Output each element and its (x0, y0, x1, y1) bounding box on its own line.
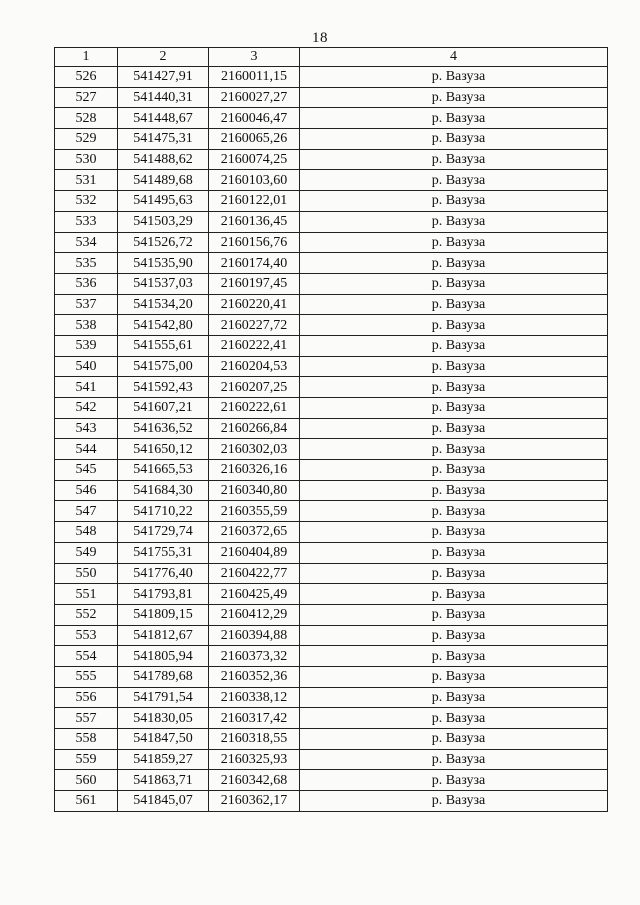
coordinate-y-cell: 2160204,53 (209, 356, 300, 377)
description-cell: р. Вазуза (300, 460, 608, 481)
description-cell: р. Вазуза (300, 563, 608, 584)
point-number-cell: 536 (55, 273, 118, 294)
description-cell: р. Вазуза (300, 604, 608, 625)
description-cell: р. Вазуза (300, 294, 608, 315)
coordinate-x-cell: 541845,07 (118, 791, 209, 812)
point-number-cell: 535 (55, 253, 118, 274)
coordinate-y-cell: 2160355,59 (209, 501, 300, 522)
header-row (55, 48, 608, 67)
coordinate-y-cell: 2160074,25 (209, 149, 300, 170)
table-row (55, 522, 608, 543)
point-number-cell: 560 (55, 770, 118, 791)
table-row (55, 253, 608, 274)
coordinate-y-cell: 2160394,88 (209, 625, 300, 646)
coordinate-x-cell: 541555,61 (118, 335, 209, 356)
description-cell: р. Вазуза (300, 418, 608, 439)
table-row (55, 604, 608, 625)
point-number-cell: 526 (55, 67, 118, 88)
coordinate-x-cell: 541537,03 (118, 273, 209, 294)
point-number-cell: 530 (55, 149, 118, 170)
coordinate-y-cell: 2160122,01 (209, 191, 300, 212)
table-row (55, 356, 608, 377)
coordinate-y-cell: 2160266,84 (209, 418, 300, 439)
point-number-cell: 548 (55, 522, 118, 543)
point-number-cell: 528 (55, 108, 118, 129)
coordinate-y-cell: 2160425,49 (209, 584, 300, 605)
point-number-cell: 531 (55, 170, 118, 191)
point-number-cell: 561 (55, 791, 118, 812)
coordinate-x-cell: 541650,12 (118, 439, 209, 460)
description-cell: р. Вазуза (300, 67, 608, 88)
table-row (55, 398, 608, 419)
description-cell: р. Вазуза (300, 625, 608, 646)
header-col-1: 1 (55, 48, 118, 67)
point-number-cell: 551 (55, 584, 118, 605)
description-cell: р. Вазуза (300, 108, 608, 129)
coordinate-y-cell: 2160136,45 (209, 211, 300, 232)
point-number-cell: 527 (55, 87, 118, 108)
point-number-cell: 555 (55, 666, 118, 687)
description-cell: р. Вазуза (300, 335, 608, 356)
point-number-cell: 543 (55, 418, 118, 439)
coordinate-y-cell: 2160227,72 (209, 315, 300, 336)
table-row (55, 770, 608, 791)
coordinate-x-cell: 541495,63 (118, 191, 209, 212)
point-number-cell: 532 (55, 191, 118, 212)
point-number-cell: 545 (55, 460, 118, 481)
coordinate-y-cell: 2160318,55 (209, 729, 300, 750)
coordinate-x-cell: 541847,50 (118, 729, 209, 750)
point-number-cell: 559 (55, 749, 118, 770)
coordinate-y-cell: 2160046,47 (209, 108, 300, 129)
table-row (55, 418, 608, 439)
coordinate-y-cell: 2160422,77 (209, 563, 300, 584)
description-cell: р. Вазуза (300, 646, 608, 667)
coordinate-y-cell: 2160404,89 (209, 542, 300, 563)
coordinate-y-cell: 2160373,32 (209, 646, 300, 667)
table-row (55, 791, 608, 812)
description-cell: р. Вазуза (300, 170, 608, 191)
description-cell: р. Вазуза (300, 708, 608, 729)
description-cell: р. Вазуза (300, 584, 608, 605)
coordinate-x-cell: 541793,81 (118, 584, 209, 605)
coordinate-x-cell: 541789,68 (118, 666, 209, 687)
coordinate-y-cell: 2160011,15 (209, 67, 300, 88)
table-body (55, 67, 608, 812)
coordinate-x-cell: 541489,68 (118, 170, 209, 191)
point-number-cell: 550 (55, 563, 118, 584)
description-cell: р. Вазуза (300, 149, 608, 170)
description-cell: р. Вазуза (300, 273, 608, 294)
table-row (55, 108, 608, 129)
coordinate-x-cell: 541776,40 (118, 563, 209, 584)
coordinate-x-cell: 541592,43 (118, 377, 209, 398)
coordinate-x-cell: 541809,15 (118, 604, 209, 625)
coordinate-x-cell: 541710,22 (118, 501, 209, 522)
description-cell: р. Вазуза (300, 253, 608, 274)
point-number-cell: 556 (55, 687, 118, 708)
header-col-4: 4 (300, 48, 608, 67)
point-number-cell: 540 (55, 356, 118, 377)
table-row (55, 232, 608, 253)
coordinate-x-cell: 541684,30 (118, 480, 209, 501)
table-row (55, 294, 608, 315)
description-cell: р. Вазуза (300, 315, 608, 336)
table-row (55, 542, 608, 563)
description-cell: р. Вазуза (300, 501, 608, 522)
coordinate-x-cell: 541607,21 (118, 398, 209, 419)
table-row (55, 439, 608, 460)
point-number-cell: 539 (55, 335, 118, 356)
coordinate-y-cell: 2160222,61 (209, 398, 300, 419)
description-cell: р. Вазуза (300, 377, 608, 398)
coordinate-x-cell: 541812,67 (118, 625, 209, 646)
page-number: 18 (312, 30, 328, 46)
coordinates-table (54, 47, 608, 812)
description-cell: р. Вазуза (300, 770, 608, 791)
coordinate-x-cell: 541863,71 (118, 770, 209, 791)
coordinate-y-cell: 2160220,41 (209, 294, 300, 315)
point-number-cell: 552 (55, 604, 118, 625)
description-cell: р. Вазуза (300, 87, 608, 108)
coordinate-x-cell: 541755,31 (118, 542, 209, 563)
coordinate-x-cell: 541526,72 (118, 232, 209, 253)
description-cell: р. Вазуза (300, 398, 608, 419)
table-row (55, 708, 608, 729)
table-row (55, 191, 608, 212)
header-col-2: 2 (118, 48, 209, 67)
point-number-cell: 557 (55, 708, 118, 729)
coordinate-x-cell: 541805,94 (118, 646, 209, 667)
coordinate-x-cell: 541729,74 (118, 522, 209, 543)
coordinate-y-cell: 2160340,80 (209, 480, 300, 501)
coordinate-y-cell: 2160027,27 (209, 87, 300, 108)
table-row (55, 460, 608, 481)
point-number-cell: 534 (55, 232, 118, 253)
coordinate-x-cell: 541503,29 (118, 211, 209, 232)
description-cell: р. Вазуза (300, 439, 608, 460)
coordinate-y-cell: 2160338,12 (209, 687, 300, 708)
point-number-cell: 542 (55, 398, 118, 419)
table-row (55, 480, 608, 501)
table-row (55, 646, 608, 667)
description-cell: р. Вазуза (300, 666, 608, 687)
table-row (55, 149, 608, 170)
table-row (55, 729, 608, 750)
point-number-cell: 529 (55, 129, 118, 150)
description-cell: р. Вазуза (300, 211, 608, 232)
coordinate-y-cell: 2160197,45 (209, 273, 300, 294)
coordinate-x-cell: 541665,53 (118, 460, 209, 481)
coordinate-y-cell: 2160222,41 (209, 335, 300, 356)
coordinate-x-cell: 541488,62 (118, 149, 209, 170)
coordinate-y-cell: 2160174,40 (209, 253, 300, 274)
coordinate-y-cell: 2160362,17 (209, 791, 300, 812)
description-cell: р. Вазуза (300, 791, 608, 812)
point-number-cell: 544 (55, 439, 118, 460)
description-cell: р. Вазуза (300, 542, 608, 563)
table-row (55, 501, 608, 522)
description-cell: р. Вазуза (300, 687, 608, 708)
coordinate-x-cell: 541791,54 (118, 687, 209, 708)
coordinate-x-cell: 541575,00 (118, 356, 209, 377)
table-row (55, 211, 608, 232)
coordinate-y-cell: 2160372,65 (209, 522, 300, 543)
coordinate-x-cell: 541636,52 (118, 418, 209, 439)
coordinate-y-cell: 2160412,29 (209, 604, 300, 625)
table-row (55, 129, 608, 150)
point-number-cell: 553 (55, 625, 118, 646)
coordinate-y-cell: 2160156,76 (209, 232, 300, 253)
coordinate-x-cell: 541534,20 (118, 294, 209, 315)
point-number-cell: 549 (55, 542, 118, 563)
coordinate-y-cell: 2160207,25 (209, 377, 300, 398)
point-number-cell: 537 (55, 294, 118, 315)
table-row (55, 377, 608, 398)
header-col-3: 3 (209, 48, 300, 67)
table-row (55, 315, 608, 336)
description-cell: р. Вазуза (300, 480, 608, 501)
coordinate-x-cell: 541535,90 (118, 253, 209, 274)
description-cell: р. Вазуза (300, 356, 608, 377)
coordinate-x-cell: 541859,27 (118, 749, 209, 770)
coordinate-x-cell: 541427,91 (118, 67, 209, 88)
point-number-cell: 547 (55, 501, 118, 522)
table-header (55, 48, 608, 67)
table-row (55, 87, 608, 108)
coordinate-y-cell: 2160352,36 (209, 666, 300, 687)
coordinate-x-cell: 541475,31 (118, 129, 209, 150)
point-number-cell: 558 (55, 729, 118, 750)
coordinate-y-cell: 2160326,16 (209, 460, 300, 481)
point-number-cell: 538 (55, 315, 118, 336)
coordinate-y-cell: 2160325,93 (209, 749, 300, 770)
coordinate-y-cell: 2160302,03 (209, 439, 300, 460)
point-number-cell: 533 (55, 211, 118, 232)
point-number-cell: 554 (55, 646, 118, 667)
table-row (55, 170, 608, 191)
description-cell: р. Вазуза (300, 129, 608, 150)
table-row (55, 584, 608, 605)
point-number-cell: 541 (55, 377, 118, 398)
coordinate-y-cell: 2160065,26 (209, 129, 300, 150)
table-row (55, 625, 608, 646)
coordinate-y-cell: 2160342,68 (209, 770, 300, 791)
coordinate-x-cell: 541830,05 (118, 708, 209, 729)
coordinate-y-cell: 2160317,42 (209, 708, 300, 729)
description-cell: р. Вазуза (300, 729, 608, 750)
description-cell: р. Вазуза (300, 749, 608, 770)
description-cell: р. Вазуза (300, 191, 608, 212)
table-row (55, 666, 608, 687)
coordinate-x-cell: 541542,80 (118, 315, 209, 336)
coordinate-y-cell: 2160103,60 (209, 170, 300, 191)
table-row (55, 687, 608, 708)
point-number-cell: 546 (55, 480, 118, 501)
table-row (55, 749, 608, 770)
coordinate-x-cell: 541448,67 (118, 108, 209, 129)
table-row (55, 563, 608, 584)
table-row (55, 335, 608, 356)
description-cell: р. Вазуза (300, 232, 608, 253)
table-row (55, 67, 608, 88)
description-cell: р. Вазуза (300, 522, 608, 543)
coordinate-x-cell: 541440,31 (118, 87, 209, 108)
table-row (55, 273, 608, 294)
